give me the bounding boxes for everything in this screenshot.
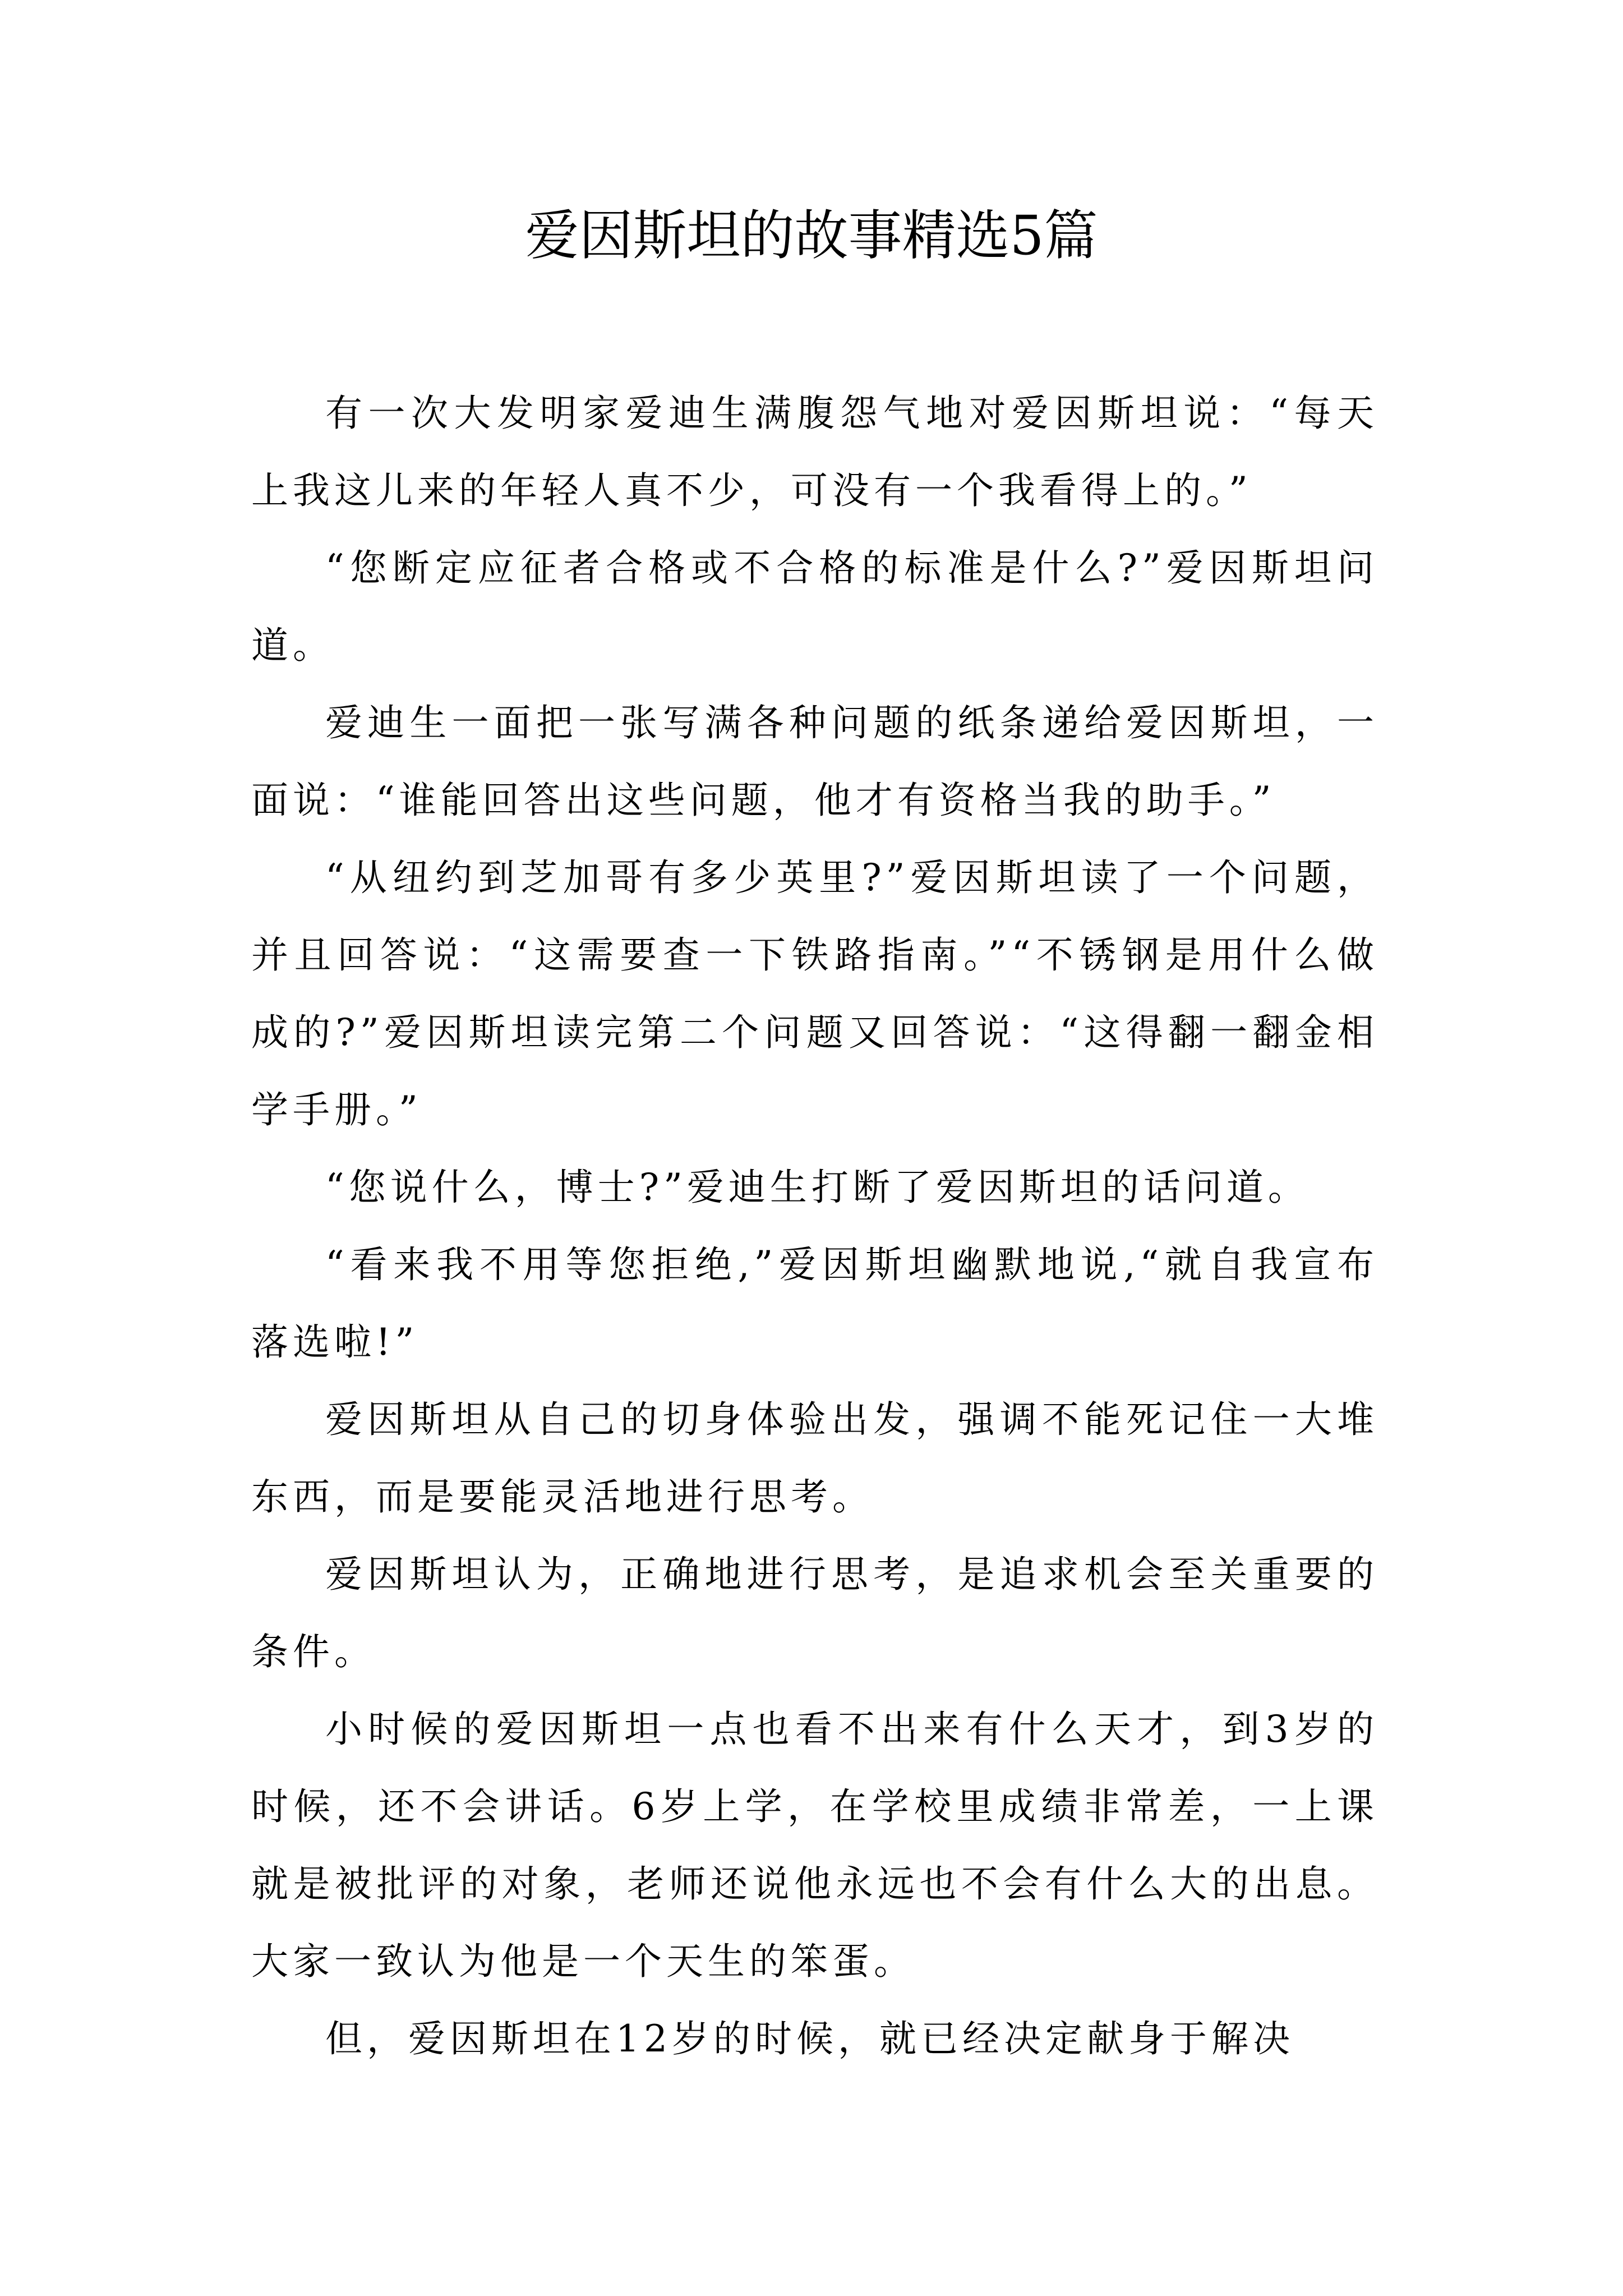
- paragraph: “您断定应征者合格或不合格的标准是什么?”爱因斯坦问道。: [251, 546, 1378, 667]
- paragraph: “看来我不用等您拒绝,”爱因斯坦幽默地说,“就自我宣布落选啦!”: [251, 1243, 1378, 1364]
- paragraph: 爱因斯坦从自己的切身体验出发，强调不能死记住一大堆东西，而是要能灵活地进行思考。: [251, 1398, 1378, 1519]
- paragraph: 小时候的爱因斯坦一点也看不出来有什么天才，到3岁的时候，还不会讲话。6岁上学，在学校里成绩非常差，一上课就是被批评的对象，老师还说他永远也不会有什么大的出息。大家一致认为他是一个天生的笨蛋。: [251, 1708, 1378, 1983]
- paragraph: 但，爱因斯坦在12岁的时候，就已经决定献身于解决: [325, 2017, 1294, 2060]
- document-title: 爱因斯坦的故事精选5篇: [525, 204, 1098, 267]
- paragraph: 爱因斯坦认为，正确地进行思考，是追求机会至关重要的条件。: [251, 1553, 1378, 1673]
- paragraph: 有一次大发明家爱迪生满腹怨气地对爱因斯坦说：“每天上我这儿来的年轻人真不少，可没有一个我看得上的。”: [251, 392, 1378, 512]
- paragraph: “您说什么，博士?”爱迪生打断了爱因斯坦的话问道。: [325, 1166, 1310, 1209]
- paragraph: 爱迪生一面把一张写满各种问题的纸条递给爱因斯坦，一面说：“谁能回答出这些问题，他才有资格当我的助手。”: [251, 701, 1378, 822]
- document-body: [251, 375, 1378, 2078]
- paragraph: “从纽约到芝加哥有多少英里?”爱因斯坦读了一个问题，并且回答说：“这需要查一下铁路指南。”“不锈钢是用什么做成的?”爱因斯坦读完第二个问题又回答说：“这得翻一翻金相学手册。”: [251, 856, 1378, 1131]
